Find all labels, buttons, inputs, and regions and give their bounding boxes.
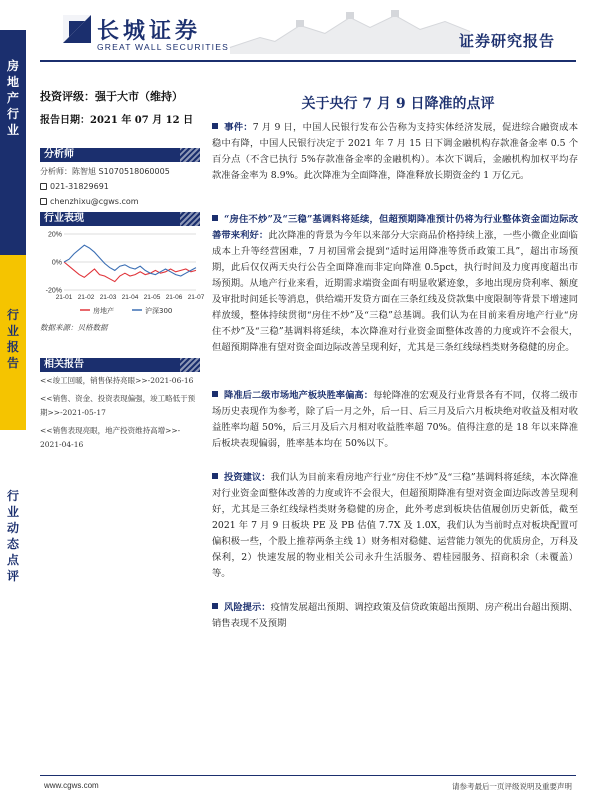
paragraph-risk: 风险提示：疫情发展超出预期、调控政策及信贷政策超出预期、房产税出台超出预期、销售表现不及预期 — [212, 602, 578, 629]
category-label: 行 业 报 告 — [6, 308, 19, 370]
x-tick-label: 21-04 — [121, 294, 139, 301]
related-report-item[interactable]: <<竣工回暖，销售保持亮眼>>-2021-06-16 — [40, 376, 194, 385]
report-header — [0, 0, 600, 62]
related-reports-list — [40, 374, 200, 456]
analyst-phone: 021-31829691 — [40, 179, 200, 194]
legend-label: 沪深300 — [145, 307, 173, 315]
x-tick-label: 21-05 — [143, 294, 161, 301]
great-wall-illustration-icon — [230, 8, 470, 54]
footer-divider — [40, 775, 576, 776]
legend-label: 房地产 — [93, 307, 114, 315]
series-line — [64, 262, 196, 282]
bullet-icon — [212, 391, 218, 397]
paragraph-investment-advice: 投资建议：我们认为目前来看房地产行业“房住不炒”及“三稳”基调料将延续，本次降准对行业资金面整体改善的力度或许不会很大，但超预期降准有望对资金面边际改善呈现利好，尤其是三条红线绿档类财务稳健的房企，此外考虑到板块估值履创历史新低，截至 2021 年 7 月 9 日板块 PE 及 PB 估值 7.7X 及 1.0X，我们认为当前时点对板块配置可偏积极一些，个股上推荐两条主线 1）财务相对稳健、运营能力领先的优质房企，万科及保利，2）快速发展的物业相关公司永升生活服务、碧桂园服务、招商积余（未覆盖）等。 — [212, 472, 578, 579]
paragraph-market: 降准后二级市场地产板块胜率偏高：每轮降准的宏观及行业背景各有不同，仅将二级市场历史表现作为参考，除了后一月之外，后一日、后三月及后六月板块绝对收益及相对收益胜率均超 50%，后三月及后六月相对收益胜率超 70%。值得注意的是 18 年以来降准后板块表现偏弱，胜率基本均在 50%以下。 — [212, 390, 578, 449]
x-tick-label: 21-07 — [187, 294, 205, 301]
analyst-info — [40, 164, 200, 209]
footer-website[interactable]: www.cgws.com — [44, 781, 99, 790]
chart-source: 数据来源：贝格数据 — [40, 323, 108, 332]
industry-performance-chart — [40, 228, 205, 318]
category-band — [0, 255, 26, 430]
related-report-item[interactable]: <<销售表现亮眼，地产投资维持高增>>-2021-04-16 — [40, 425, 181, 449]
email-icon — [40, 198, 47, 205]
industry-label: 房 地 产 行 业 — [6, 59, 19, 137]
industry-band — [0, 30, 26, 255]
investment-rating: 投资评级：强于大市（维持） — [40, 90, 183, 103]
x-tick-label: 21-03 — [99, 294, 117, 301]
x-tick-label: 21-01 — [55, 294, 73, 301]
subcategory-label: 行 业 动 态 点 评 — [6, 489, 19, 583]
paragraph-policy: “房住不炒”及“三稳”基调料将延续，但超预期降准预计仍将为行业整体资金面边际改善带来利好：此次降准的背景为今年以来部分大宗商品价格持续上涨，一些小微企业面临成本上升等经营困难，7 月初国常会提到“适时运用降准等货币政策工具”，超出市场预期，此后仅仅两天央行公告全面降准而非定向降准 0.5pct，执行时间及力度再度超出市场预期。从地产行业来看，近期需求端资金面有明显收紧迹象，多地出现房贷利率、额度及审批时间延长等消息，供给端开发贷方面在三条红线及贷款集中度限制等背景下增速同样放缓，整体持续贯彻“房住不炒”及“三稳”总基调。我们认为在目前来看房地产行业“房住不炒”及“三稳”基调料将延续，本次降准对行业资金面整体改善的力度或许不会很大，但超预期降准有望对资金面边际改善呈现利好，尤其是三条红线绿档类财务稳健的房企。 — [212, 214, 578, 353]
report-meta — [40, 88, 200, 126]
analyst-email[interactable]: chenzhixu@cgws.com — [40, 194, 200, 209]
footer-disclaimer: 请参考最后一页评级说明及重要声明 — [452, 782, 572, 791]
chart-heading: 行业表现 — [40, 212, 200, 226]
bullet-icon — [212, 215, 218, 221]
company-logo-icon — [63, 15, 91, 43]
related-reports-heading: 相关报告 — [40, 358, 200, 372]
report-date: 报告日期：2021 年 07 月 12 日 — [40, 115, 194, 126]
logo-cn: 长城证券 — [97, 18, 202, 44]
y-tick-label: 0% — [51, 259, 62, 267]
performance-chart-svg — [40, 228, 205, 318]
x-tick-label: 21-02 — [77, 294, 95, 301]
logo-en: GREAT WALL SECURITIES — [97, 42, 229, 52]
phone-icon — [40, 183, 47, 190]
y-tick-label: 20% — [47, 231, 62, 239]
analyst-name: 分析师：陈智旭 S1070518060005 — [40, 167, 170, 176]
header-divider — [40, 60, 576, 62]
y-tick-label: -20% — [45, 287, 62, 295]
report-title: 关于央行 7 月 9 日降准的点评 — [301, 96, 495, 112]
x-tick-label: 21-06 — [165, 294, 183, 301]
related-report-item[interactable]: <<销售、资金、投资表现偏强，竣工略低于预期>>-2021-05-17 — [40, 393, 196, 417]
bullet-icon — [212, 473, 218, 479]
subcategory-band — [0, 430, 26, 800]
bullet-icon — [212, 603, 218, 609]
analyst-heading: 分析师 — [40, 148, 200, 162]
report-type: 证券研究报告 — [458, 32, 555, 50]
bullet-icon — [212, 123, 218, 129]
paragraph-event: 事件：7 月 9 日，中国人民银行发布公告称为支持实体经济发展，促进综合融资成本稳中有降，中国人民银行决定于 2021 年 7 月 15 日下调金融机构存款准备金率 0.5 个百分点（不含已执行 5%存款准备金率的金融机构）。本次下调后，金融机构加权平均存款准备金率为 8.9%。此次降准为全面降准，降准释放长期资金约 1 万亿元。 — [212, 122, 578, 181]
